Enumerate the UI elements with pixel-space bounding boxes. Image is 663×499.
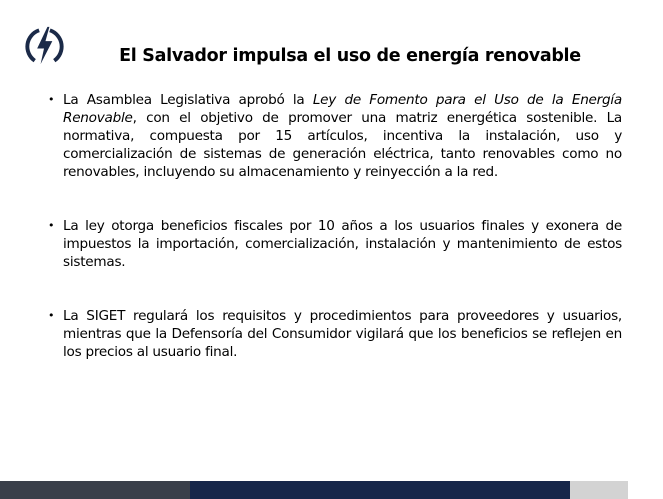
bullet-text: La ley otorga beneficios fiscales por 10 años a los usuarios finales y exonera de impuestos la importación, comercialización, instalación y mantenimiento de estos sistemas. bbox=[63, 218, 622, 270]
bullet-list bbox=[48, 91, 622, 361]
bullet-text: La SIGET regulará los requisitos y procedimientos para proveedores y usuarios, mientras que la Defensoría del Consumidor vigilará que los beneficios se reflejen en los precios al usuario final. bbox=[63, 308, 622, 360]
page-title: El Salvador impulsa el uso de energía renovable bbox=[119, 46, 581, 66]
bullet-text: , con el objetivo de promover una matriz energética sostenible. La normativa, compuesta por 15 artículos, incentiva la instalación, uso y comercialización de sistemas de generación eléctrica, tanto renovables como no renovables, incluyendo su almacenamiento y reinyección a la red. bbox=[63, 110, 622, 180]
footer-bar bbox=[0, 481, 663, 499]
lightning-bolt-icon bbox=[21, 22, 68, 69]
bullet-text: La Asamblea Legislativa aprobó la bbox=[63, 92, 313, 108]
footer-segment bbox=[190, 481, 570, 499]
list-item bbox=[48, 307, 622, 361]
law-name: Ley de Fomento para el Uso de la Energía Renovable bbox=[63, 92, 622, 126]
logo bbox=[21, 22, 68, 69]
footer-segment bbox=[570, 481, 628, 499]
bullet-marker: • bbox=[48, 219, 55, 232]
footer-segment bbox=[0, 481, 190, 499]
bullet-marker: • bbox=[48, 93, 55, 106]
list-item bbox=[48, 91, 622, 181]
bullet-marker: • bbox=[48, 309, 55, 322]
list-item bbox=[48, 217, 622, 271]
